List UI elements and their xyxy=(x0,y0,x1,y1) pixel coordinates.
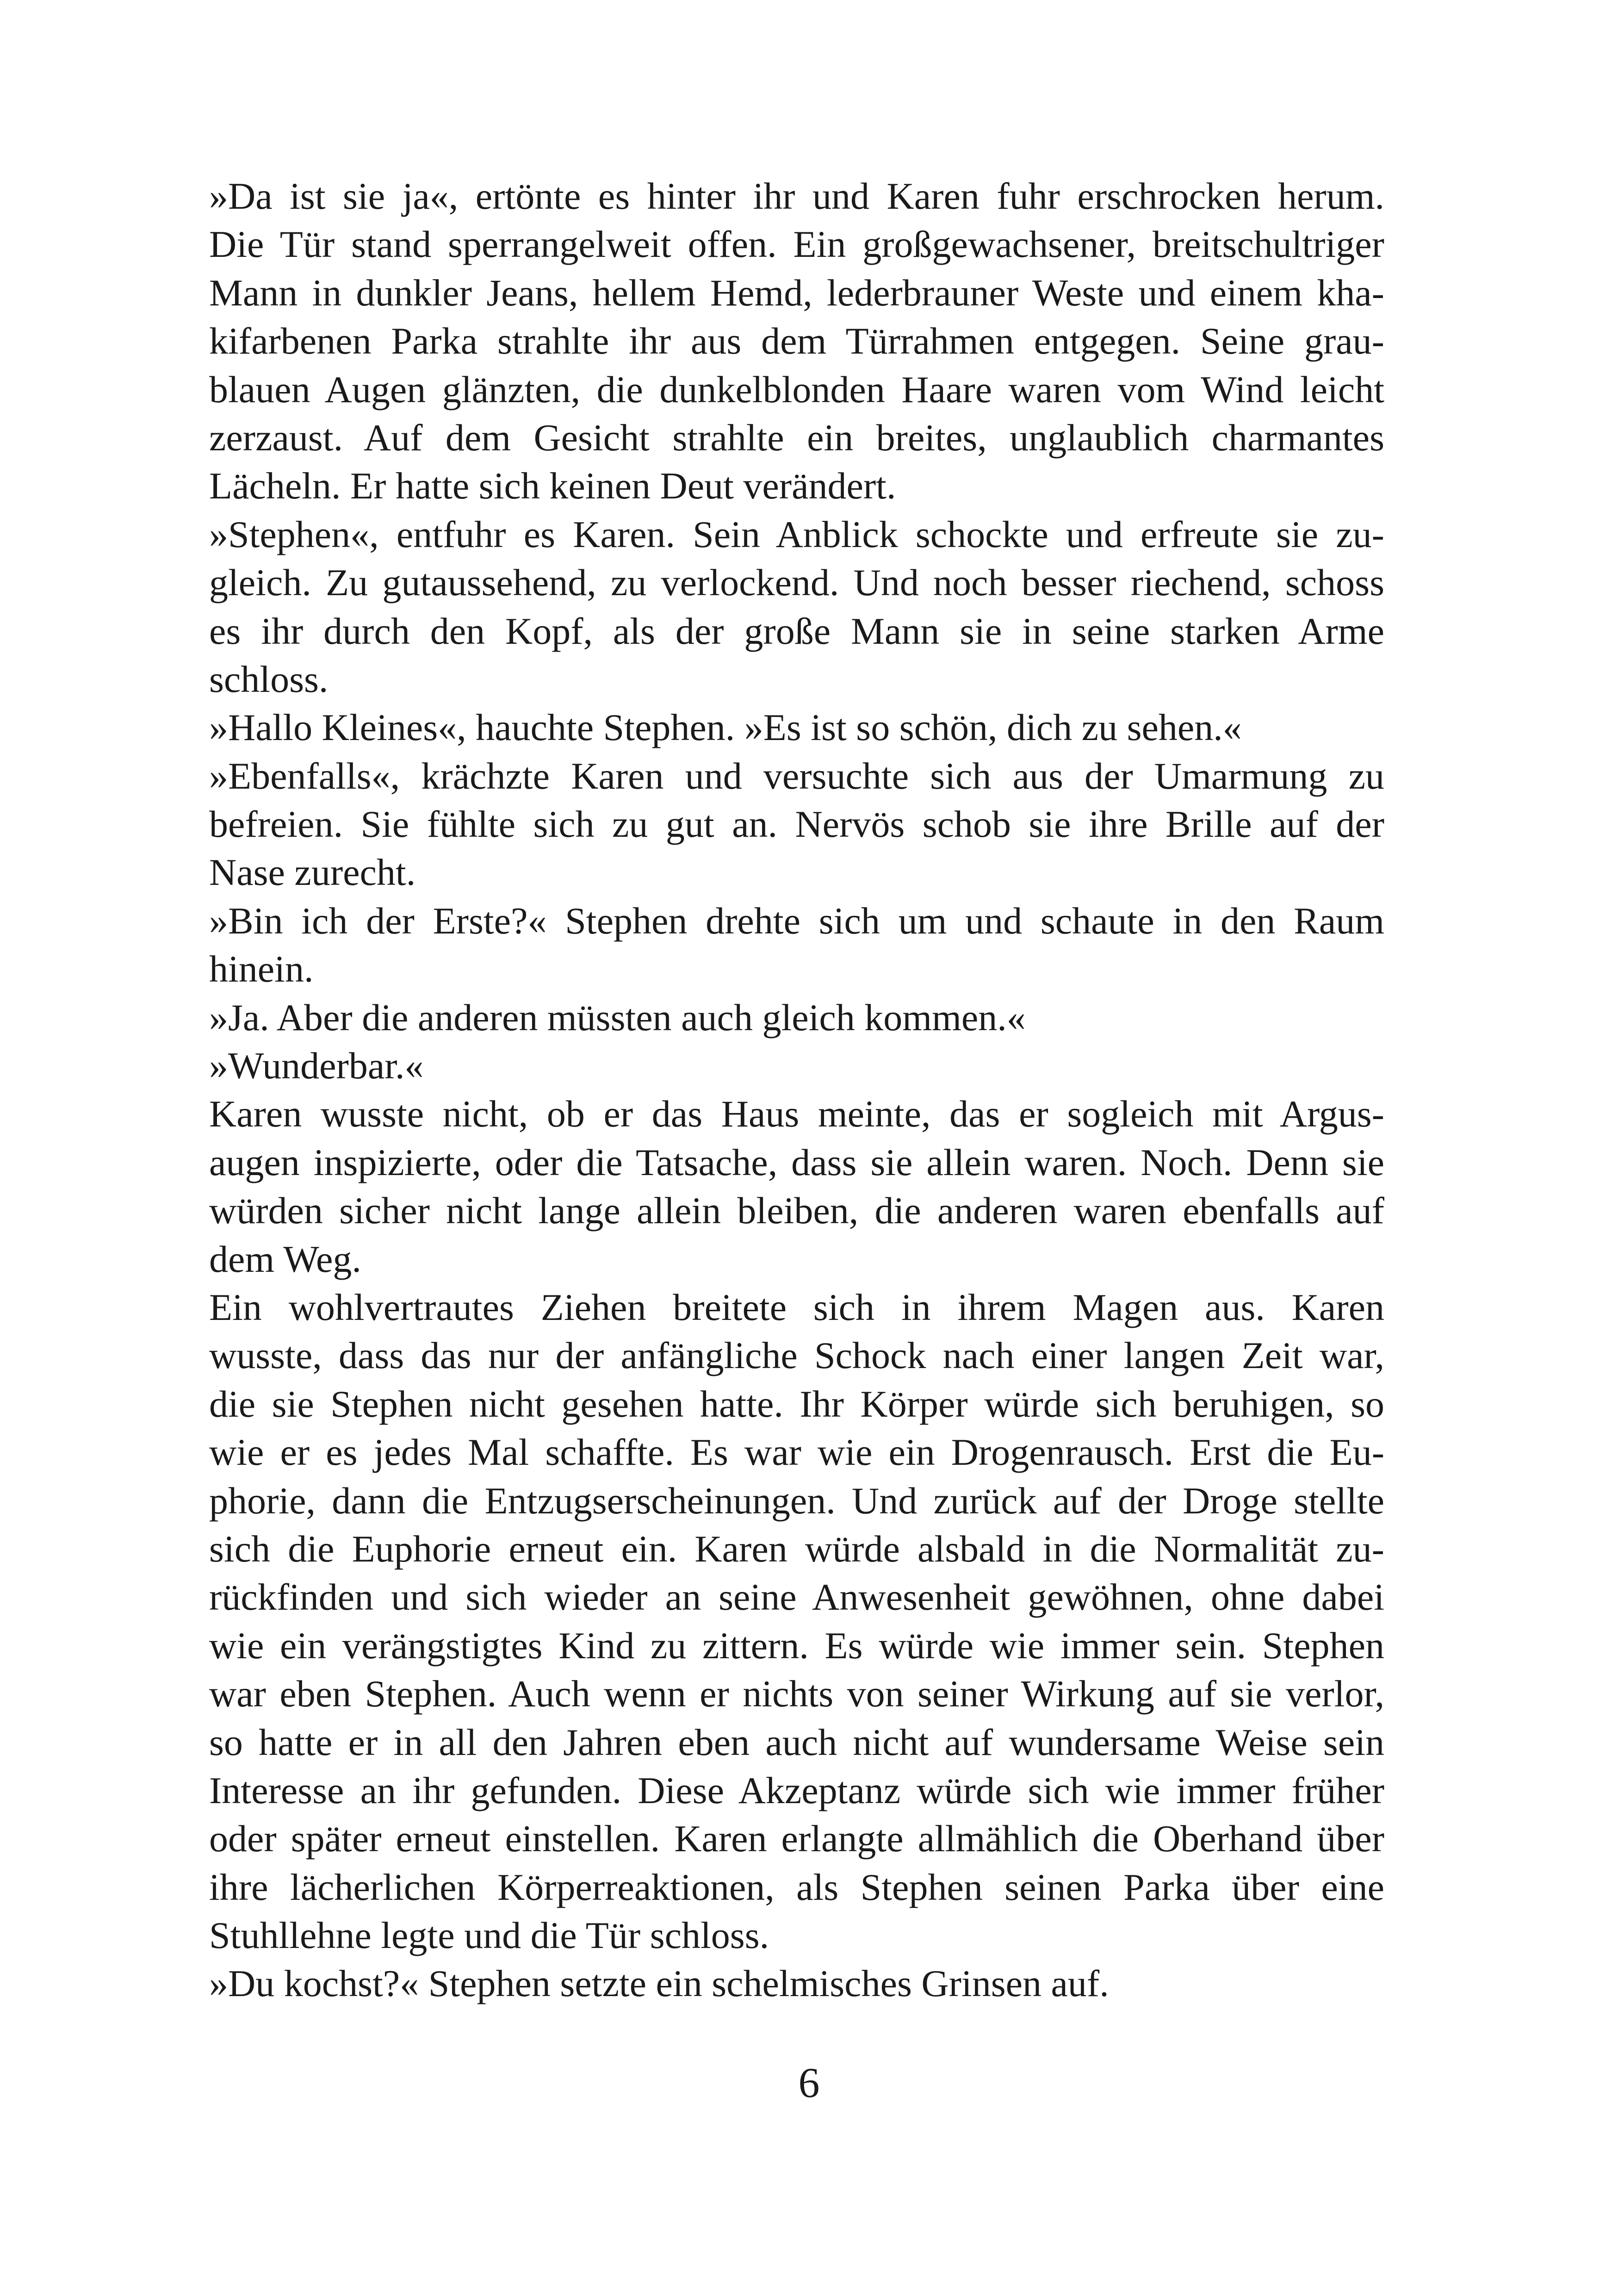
text-line: wie ein verängstigtes Kind zu zittern. Es würde wie immer sein. Stephen xyxy=(209,1624,1384,1667)
body-text xyxy=(209,172,1384,2008)
text-line: Ein wohlvertrautes Ziehen breitete sich in ihrem Magen aus. Karen xyxy=(209,1286,1384,1328)
text-line: »Ebenfalls«, krächzte Karen und versuchte sich aus der Umarmung zu xyxy=(209,754,1384,797)
text-line: »Stephen«, entfuhr es Karen. Sein Anblick schockte und erfreute sie zu- xyxy=(209,513,1384,555)
text-line: Mann in dunkler Jeans, hellem Hemd, lederbrauner Weste und einem kha- xyxy=(209,271,1384,314)
text-line: wusste, dass das nur der anfängliche Schock nach einer langen Zeit war, xyxy=(209,1334,1384,1377)
text-line: wie er es jedes Mal schaffte. Es war wie ein Drogenrausch. Erst die Eu- xyxy=(209,1431,1384,1474)
text-line: blauen Augen glänzten, die dunkelblonden Haare waren vom Wind leicht xyxy=(209,368,1384,411)
text-line: »Da ist sie ja«, ertönte es hinter ihr und Karen fuhr erschrocken herum. xyxy=(209,175,1384,217)
text-line: »Ja. Aber die anderen müssten auch gleich kommen.« xyxy=(209,996,1026,1039)
text-line: kifarbenen Parka strahlte ihr aus dem Türrahmen entgegen. Seine grau- xyxy=(209,320,1384,362)
text-line: befreien. Sie fühlte sich zu gut an. Nervös schob sie ihre Brille auf der xyxy=(209,803,1384,846)
text-line: hinein. xyxy=(209,948,314,990)
text-line: Interesse an ihr gefunden. Diese Akzeptanz würde sich wie immer früher xyxy=(209,1769,1384,1811)
text-line: gleich. Zu gutaussehend, zu verlockend. Und noch besser riechend, schoss xyxy=(209,561,1384,604)
text-line: oder später erneut einstellen. Karen erlangte allmählich die Oberhand über xyxy=(209,1817,1384,1860)
text-line: schloss. xyxy=(209,658,329,700)
text-line: Karen wusste nicht, ob er das Haus meinte, das er sogleich mit Argus- xyxy=(209,1093,1384,1135)
text-line: es ihr durch den Kopf, als der große Mann sie in seine starken Arme xyxy=(209,610,1384,652)
text-line: »Hallo Kleines«, hauchte Stephen. »Es ist so schön, dich zu sehen.« xyxy=(209,706,1242,749)
text-line: war eben Stephen. Auch wenn er nichts von seiner Wirkung auf sie verlor, xyxy=(209,1673,1384,1715)
text-line: augen inspizierte, oder die Tatsache, dass sie allein waren. Noch. Denn sie xyxy=(209,1141,1384,1183)
text-line: Die Tür stand sperrangelweit offen. Ein großgewachsener, breitschultriger xyxy=(209,223,1384,266)
text-line: ihre lächerlichen Körperreaktionen, als Stephen seinen Parka über eine xyxy=(209,1866,1384,1908)
text-line: würden sicher nicht lange allein bleiben, die anderen waren ebenfalls auf xyxy=(209,1189,1384,1232)
text-line: »Wunderbar.« xyxy=(209,1045,424,1087)
text-line: »Du kochst?« Stephen setzte ein schelmisches Grinsen auf. xyxy=(209,1962,1109,2005)
text-line: Stuhllehne legte und die Tür schloss. xyxy=(209,1914,769,1957)
page-number: 6 xyxy=(798,2059,820,2106)
text-line: so hatte er in all den Jahren eben auch nicht auf wundersame Weise sein xyxy=(209,1721,1384,1763)
text-line: die sie Stephen nicht gesehen hatte. Ihr Körper würde sich beruhigen, so xyxy=(209,1382,1384,1425)
text-line: sich die Euphorie erneut ein. Karen würde alsbald in die Normalität zu- xyxy=(209,1527,1384,1570)
text-line: Nase zurecht. xyxy=(209,851,416,894)
text-line: rückfinden und sich wieder an seine Anwesenheit gewöhnen, ohne dabei xyxy=(209,1576,1384,1618)
text-line: zerzaust. Auf dem Gesicht strahlte ein breites, unglaublich charmantes xyxy=(209,416,1384,459)
text-line: »Bin ich der Erste?« Stephen drehte sich um und schaute in den Raum xyxy=(209,899,1384,942)
text-line: phorie, dann die Entzugserscheinungen. Und zurück auf der Droge stellte xyxy=(209,1479,1384,1522)
text-line: dem Weg. xyxy=(209,1238,361,1280)
text-line: Lächeln. Er hatte sich keinen Deut verändert. xyxy=(209,465,896,507)
